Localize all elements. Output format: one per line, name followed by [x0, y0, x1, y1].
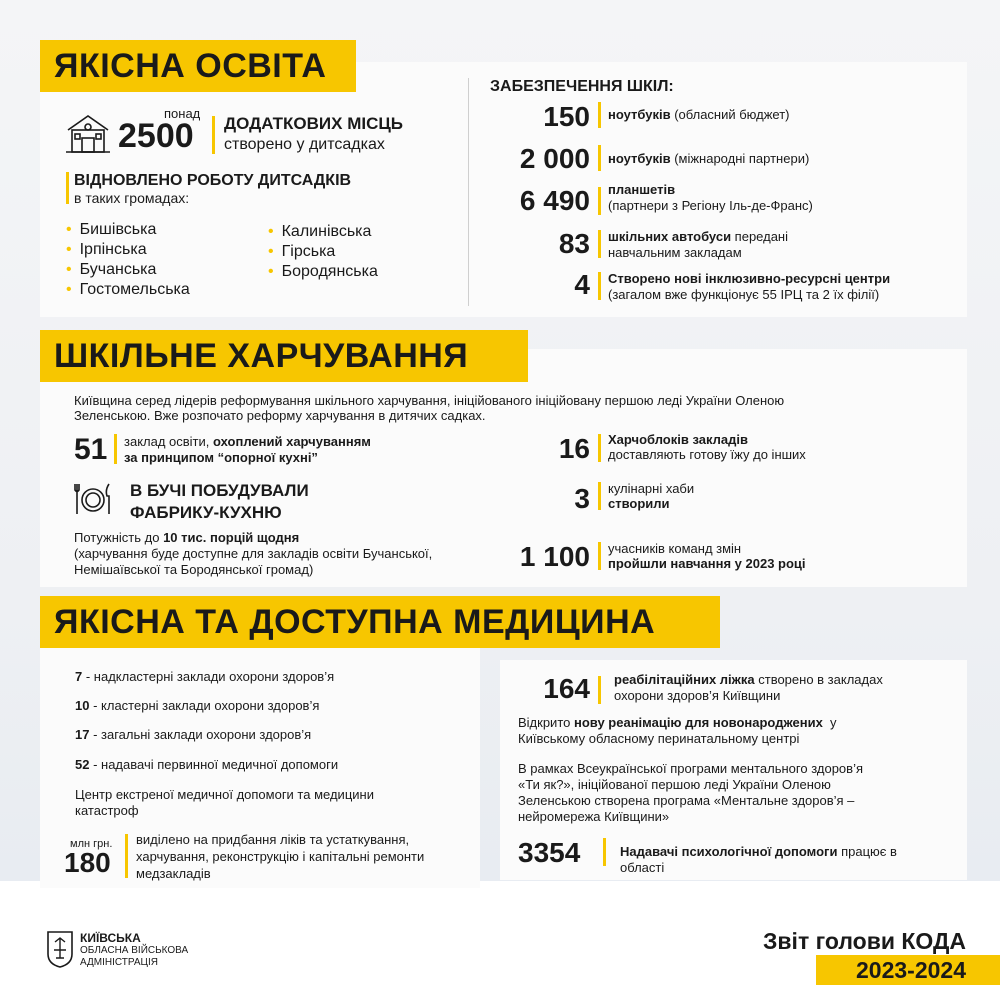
centers-line2: (загалом вже функціонує 55 ІРЦ та 2 їх філії) [608, 287, 880, 302]
rehab-l2: охорони здоров’я Київщини [614, 688, 781, 703]
trained-l2: пройшли навчання у 2023 році [608, 556, 806, 571]
med-line-3-num: 17 [75, 727, 90, 742]
accent-divider [598, 187, 601, 215]
laptops-intl-number: 2 000 [519, 143, 590, 174]
accent-divider [603, 838, 606, 866]
accent-divider [598, 434, 601, 462]
rehab-rest: створено в закладах [754, 672, 883, 687]
rehab-l1 [614, 672, 883, 688]
hubs-l2: створили [608, 496, 670, 511]
schools-title: ЗАБЕЗПЕЧЕННЯ ШКІЛ: [490, 78, 674, 95]
med-line-3-text: - загальні заклади охорони здоров’я [89, 727, 312, 742]
rehab-number: 164 [543, 673, 590, 704]
org-line-2: ОБЛАСНА ВІЙСЬКОВА [80, 945, 189, 956]
tablets-rest: (партнери з Регіону Іль-де-Франс) [608, 198, 813, 213]
coat-of-arms-icon [46, 930, 74, 968]
emergency-l2: катастроф [75, 803, 139, 818]
list-item: • Гостомельська [66, 280, 190, 300]
report-title: Звіт голови КОДА [763, 928, 966, 954]
schools-covered-l1b: охоплений харчуванням [213, 434, 371, 449]
med-line-1-text: - надкластерні заклади охорони здоров’я [82, 669, 335, 684]
med-line-3 [75, 727, 311, 743]
accent-divider [114, 434, 117, 464]
buses-bold: шкільних автобуси [608, 229, 732, 244]
kitchens-l1: Харчоблоків закладів [608, 432, 748, 447]
rehab-bold: реабілітаційних ліжка [614, 672, 755, 687]
section-divider [468, 78, 469, 306]
capacity-l2: (харчування буде доступне для закладів освіти Бучанської, [74, 546, 433, 561]
accent-divider [598, 676, 601, 704]
schools-covered-number: 51 [74, 433, 108, 466]
list-item: • Калинівська [268, 222, 378, 242]
budget-l2: харчування, реконструкцію і капітальні ремонти [136, 849, 425, 864]
over-label: понад [164, 106, 201, 121]
med-line-4 [75, 757, 338, 773]
accent-divider [598, 482, 601, 510]
communities-list-2 [268, 222, 378, 282]
med-line-1-num: 7 [75, 669, 83, 684]
buses-line2: навчальним закладам [608, 245, 742, 260]
mln-label: млн грн. [70, 838, 113, 850]
psych-rest: працює в [837, 844, 897, 859]
psych-bold: Надавачі психологічної допомоги [620, 844, 838, 859]
accent-divider [598, 230, 601, 258]
laptops-intl-text [608, 151, 809, 167]
psych-number: 3354 [518, 837, 581, 868]
accent-divider [125, 834, 128, 878]
med-line-2 [75, 698, 319, 714]
laptops-rest: (обласний бюджет) [670, 107, 790, 122]
accent-divider [598, 272, 601, 300]
mental-l2: «Ти як?», ініційованої першою леді України Оленою [518, 777, 831, 792]
hubs-number: 3 [574, 483, 590, 514]
schools-covered-l1a: заклад освіти, [124, 434, 214, 449]
buses-rest: передані [731, 229, 789, 244]
restored-label: ВІДНОВЛЕНО РОБОТУ ДИТСАДКІВ [74, 172, 352, 189]
tablets-number: 6 490 [519, 185, 590, 216]
laptops-intl-rest: (міжнародні партнери) [670, 151, 810, 166]
schools-covered-l1 [124, 434, 371, 450]
nutrition-intro-2: Зеленською. Вже розпочато реформу харчування в дитячих садках. [74, 408, 486, 423]
capacity-l1b: 10 тис. порцій щодня [163, 530, 300, 545]
psych-l2: області [620, 860, 665, 875]
capacity-l3: Немішаївської та Бородянської громад) [74, 562, 314, 577]
tablets-bold: планшетів [608, 182, 676, 197]
laptops-text [608, 107, 790, 123]
list-item: • Ірпінська [66, 240, 190, 260]
neonatal-b: нову реанімацію для новонароджених [573, 715, 823, 730]
laptops-bold: ноутбуків [608, 107, 671, 122]
neonatal-l1 [518, 715, 837, 731]
neonatal-a: Відкрито [518, 715, 574, 730]
places-number: 2500 [118, 117, 194, 155]
education-title: ЯКІСНА ОСВІТА [40, 40, 356, 92]
mental-l3: Зеленською створена програма «Ментальне здоров’я – [518, 793, 855, 808]
kindergarten-icon [64, 108, 112, 156]
trained-l1: учасників команд змін [608, 541, 742, 556]
communities-list-1 [66, 220, 190, 300]
budget-l3: медзакладів [136, 866, 211, 881]
places-sub: створено у дитсадках [224, 136, 385, 153]
budget-number: 180 [64, 847, 111, 878]
list-item: • Гірська [268, 242, 378, 262]
nutrition-title: ШКІЛЬНЕ ХАРЧУВАННЯ [40, 330, 528, 382]
restored-sub: в таких громадах: [74, 190, 190, 206]
laptops-number: 150 [543, 101, 590, 132]
factory-l1: В БУЧІ ПОБУДУВАЛИ [130, 481, 309, 500]
years-label: 2023-2024 [856, 957, 966, 983]
accent-divider [66, 172, 69, 204]
nutrition-intro-1: Київщина серед лідерів реформування шкільного харчування, ініційованого ініційовану першою леді України Оленою [74, 393, 785, 408]
laptops-intl-bold: ноутбуків [608, 151, 671, 166]
med-line-4-num: 52 [75, 757, 90, 772]
budget-l1: виділено на придбання ліків та устаткування, [136, 832, 410, 847]
neonatal-c: у [822, 715, 837, 730]
org-line-3: АДМІНІСТРАЦІЯ [80, 957, 158, 968]
accent-divider [598, 542, 601, 570]
accent-divider [212, 116, 215, 154]
factory-l2: ФАБРИКУ-КУХНЮ [130, 503, 282, 522]
trained-number: 1 100 [519, 541, 590, 572]
plate-cutlery-icon [74, 478, 112, 518]
buses-text [608, 229, 788, 245]
list-item: • Бишівська [66, 220, 190, 240]
mental-l4: нейромережа Київщини» [518, 809, 670, 824]
accent-divider [598, 102, 601, 128]
neonatal-l2: Київському обласному перинатальному центрі [518, 731, 800, 746]
list-item: • Бучанська [66, 260, 190, 280]
accent-divider [598, 145, 601, 171]
medicine-title: ЯКІСНА ТА ДОСТУПНА МЕДИЦИНА [40, 596, 720, 648]
psych-l1 [620, 844, 897, 860]
emergency-l1: Центр екстреної медичної допомоги та медицини [75, 787, 374, 802]
med-line-2-text: - кластерні заклади охорони здоров’я [89, 698, 320, 713]
kitchens-l2: доставляють готову їжу до інших [608, 447, 806, 462]
capacity-l1a: Потужність до [74, 530, 164, 545]
med-line-2-num: 10 [75, 698, 90, 713]
org-line-1: КИЇВСЬКА [80, 931, 141, 945]
med-line-1 [75, 669, 334, 685]
list-item: • Бородянська [268, 262, 378, 282]
capacity-l1 [74, 530, 299, 546]
mental-l1: В рамках Всеукраїнської програми ментального здоров’я [518, 761, 863, 776]
centers-number: 4 [574, 269, 590, 300]
places-label: ДОДАТКОВИХ МІСЦЬ [224, 114, 403, 133]
buses-number: 83 [558, 228, 590, 259]
schools-covered-l2: за принципом “опорної кухні” [124, 450, 318, 465]
centers-bold: Створено нові інклюзивно-ресурсні центри [608, 271, 891, 286]
hubs-l1: кулінарні хаби [608, 481, 695, 496]
med-line-4-text: - надавачі первинної медичної допомоги [89, 757, 339, 772]
kitchens-number: 16 [558, 433, 590, 464]
